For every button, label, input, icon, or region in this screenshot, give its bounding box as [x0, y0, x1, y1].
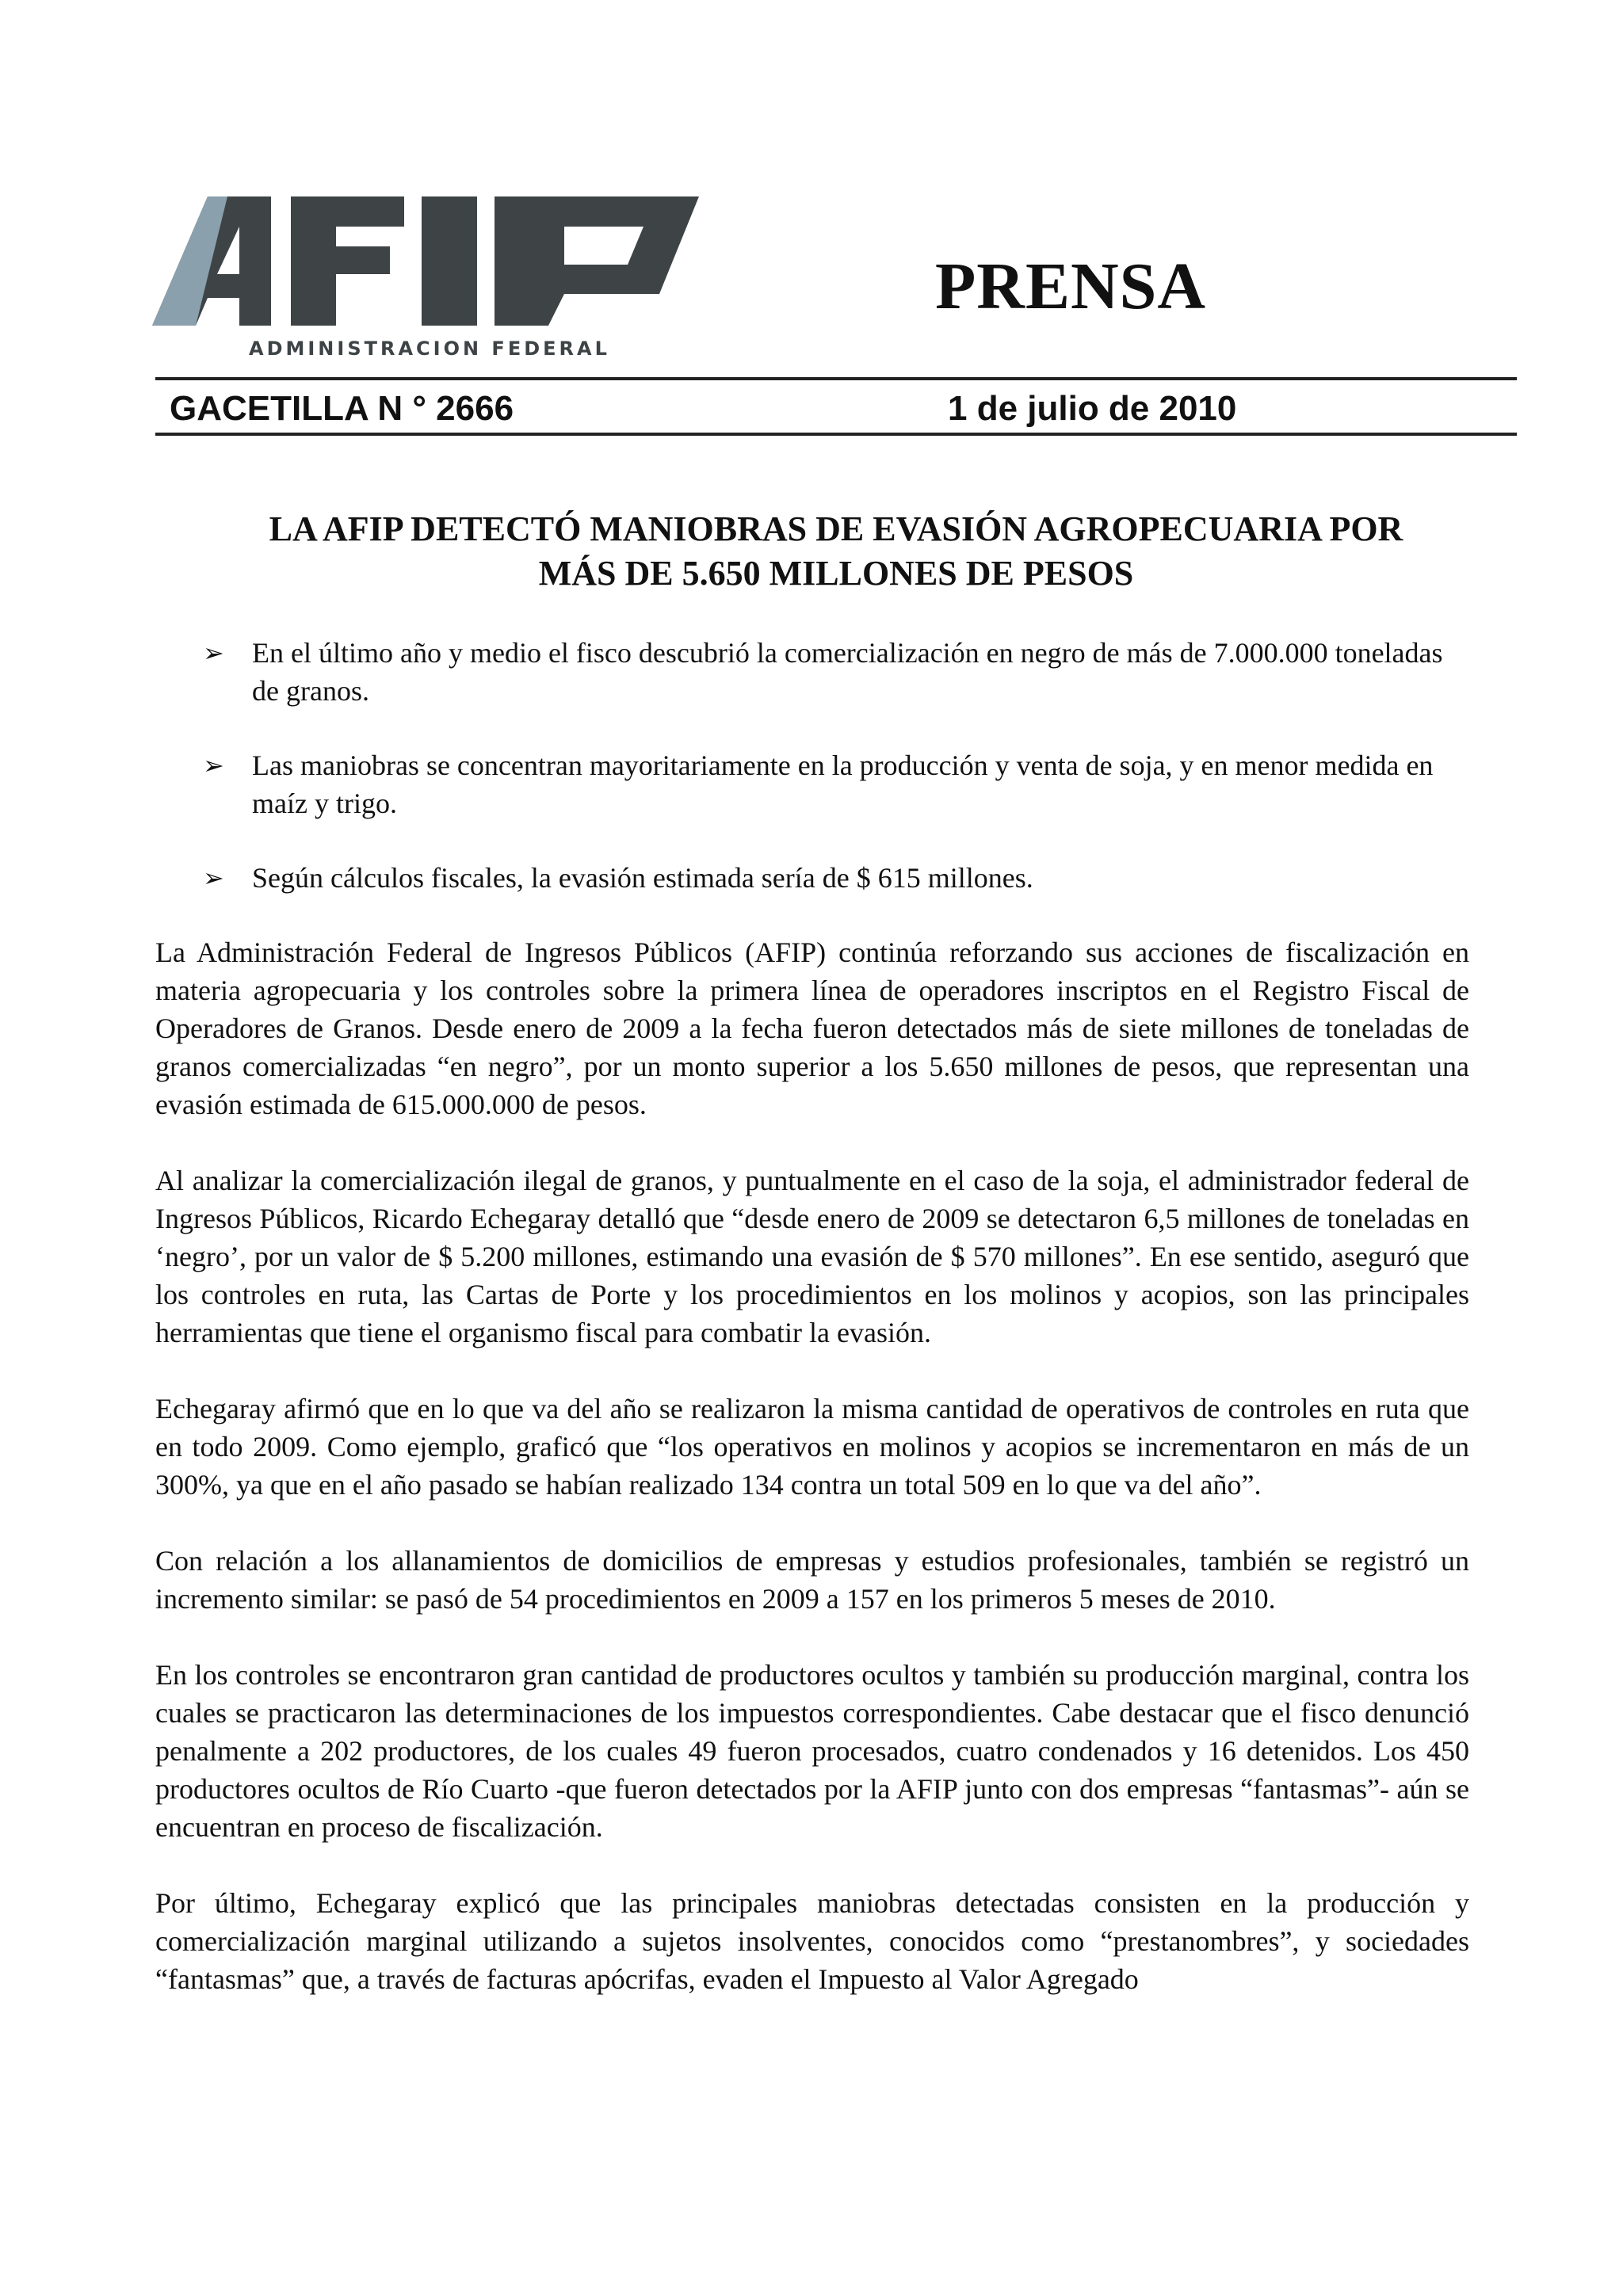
arrow-bullet-icon: ➢	[203, 750, 224, 780]
paragraph: La Administración Federal de Ingresos Públicos (AFIP) continúa reforzando sus acciones de fiscalización en materia agropecuaria y los controles sobre la primera línea de operadores inscriptos en el Registro Fiscal de Operadores de Granos. Desde enero de 2009 a la fecha fueron detectados más de siete millones de toneladas de granos comercializadas “en negro”, por un monto superior a los 5.650 millones de pesos, que representan una evasión estimada de 615.000.000 de pesos.	[155, 936, 1469, 1120]
bullet-text: Según cálculos fiscales, la evasión estimada sería de $ 615 millones.	[252, 862, 1033, 894]
headline-line-2: MÁS DE 5.650 MILLONES DE PESOS	[538, 554, 1134, 593]
paragraph: En los controles se encontraron gran cantidad de productores ocultos y también su producción marginal, contra los cuales se practicaron las determinaciones de los impuestos correspondientes. Cabe destacar que el fisco denunció penalmente a 202 productores, de los cuales 49 fueron procesados, cuatro condenados y 16 detenidos. Los 450 productores ocultos de Río Cuarto -que fueron detectados por la AFIP junto con dos empresas “fantasmas”- aún se encuentran en proceso de fiscalización.	[155, 1659, 1469, 1843]
header-rule-bottom	[155, 433, 1517, 436]
article-body	[155, 933, 1469, 2036]
bullet-item	[198, 634, 1450, 710]
paragraph: Por último, Echegaray explicó que las principales maniobras detectadas consisten en la producción y comercialización marginal utilizando a sujetos insolventes, conocidos como “prestanombres”, y sociedades “fantasmas” que, a través de facturas apócrifas, evaden el Impuesto al Valor Agregado	[155, 1887, 1469, 1995]
afip-logo-subtitle: ADMINISTRACION FEDERAL	[249, 338, 610, 360]
summary-bullets	[198, 634, 1450, 933]
afip-logo-letter-f	[291, 196, 404, 326]
bullet-text: Las maniobras se concentran mayoritariamente en la producción y venta de soja, y en menor medida en maíz y trigo.	[252, 749, 1434, 819]
arrow-bullet-icon: ➢	[203, 863, 224, 893]
bullet-item	[198, 746, 1450, 822]
paragraph: Al analizar la comercialización ilegal de granos, y puntualmente en el caso de la soja, el administrador federal de Ingresos Públicos, Ricardo Echegaray detalló que “desde enero de 2009 se detectaron 6,5 millones de toneladas en ‘negro’, por un valor de $ 5.200 millones, estimando una evasión de $ 570 millones”. En ese sentido, aseguró que los controles en ruta, las Cartas de Porte y los procedimientos en los molinos y acopios, son las principales herramientas que tiene el organismo fiscal para combatir la evasión.	[155, 1165, 1469, 1348]
arrow-bullet-icon: ➢	[203, 638, 224, 668]
section-label: PRENSA	[935, 250, 1207, 323]
paragraph: Con relación a los allanamientos de domicilios de empresas y estudios profesionales, también se registró un incremento similar: se pasó de 54 procedimientos en 2009 a 157 en los primeros 5 meses de 2010.	[155, 1545, 1469, 1615]
afip-logo-letter-i	[422, 196, 477, 326]
release-date: 1 de julio de 2010	[948, 389, 1237, 428]
header-rule-top	[155, 377, 1517, 380]
paragraph: Echegaray afirmó que en lo que va del año se realizaron la misma cantidad de operativos de controles en ruta que en todo 2009. Como ejemplo, graficó que “los operativos en molinos y acopios se incrementaron en más de un 300%, ya que en el año pasado se habían realizado 134 contra un total 509 en lo que va del año”.	[155, 1393, 1469, 1501]
headline-line-1: LA AFIP DETECTÓ MANIOBRAS DE EVASIÓN AGROPECUARIA POR	[269, 509, 1403, 548]
gacetilla-number: GACETILLA N ° 2666	[170, 389, 514, 428]
bullet-item	[198, 859, 1450, 897]
headline	[155, 507, 1517, 596]
afip-logo	[152, 187, 707, 361]
bullet-text: En el último año y medio el fisco descubrió la comercialización en negro de más de 7.000.000 toneladas de granos.	[252, 637, 1443, 707]
